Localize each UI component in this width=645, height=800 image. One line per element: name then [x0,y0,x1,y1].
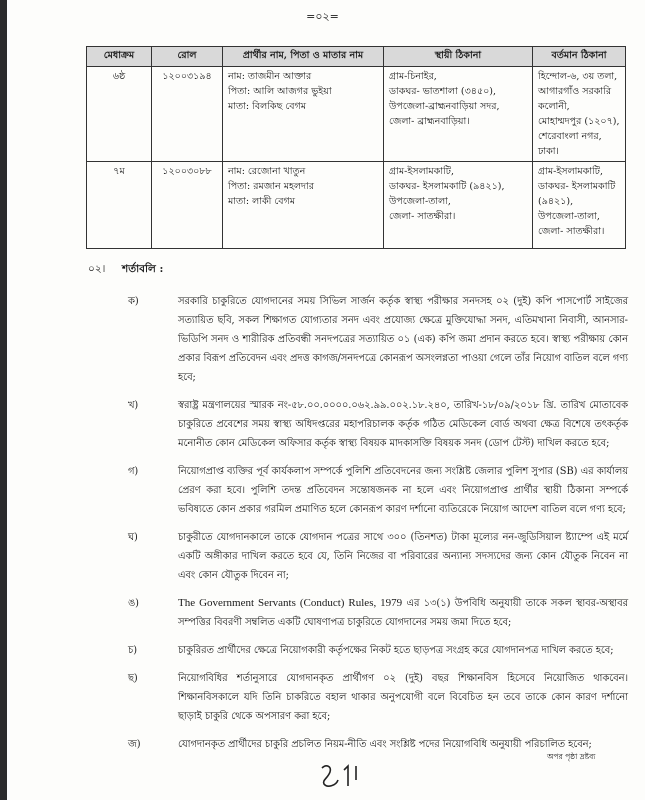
list-item [128,669,628,726]
address-line: গ্রাম-ইসলামকাটি, [538,166,603,177]
table-row [87,162,626,249]
continue-overleaf-note: অপর পৃষ্ঠা দ্রষ্টব্য [547,752,596,761]
present-address-cell [533,67,626,162]
candidate-name-cell [223,67,384,162]
condition-label: ঙ) [128,598,140,609]
header-roll: রোল [152,47,223,67]
section-number: ০২। [88,263,106,275]
address-line: ডাকঘর- ভাতশালা (৩৪৫০), [389,86,497,97]
address-line: আগারগাঁও সরকারি কলোনী, [538,86,612,112]
conduct-rules-title: The Government Servants (Conduct) Rules, 1979 [178,597,403,609]
roll-cell: ১২০০৩১৯৪ [152,67,223,162]
address-line: উপজেলা-তালা, [538,211,600,222]
condition-label: গ) [128,466,139,477]
condition-text: নিয়োগপ্রাপ্ত ব্যক্তির পূর্ব কার্যকলাপ সম্পর্কে পুলিশি প্রতিবেদনের জন্য সংশ্লিষ্ট জেলার পুলিশ সুপার (SB) এর কার্যালয় প্রেরণ করা হবে। পুলিশি তদন্ত প্রতিবেদন সন্তোষজনক না হলে এবং নিয়োগপ্রাপ্ত প্রার্থীর স্থায়ী ঠিকানা সম্পর্কে ভবিষ্যতে কোন প্রকার গরমিল প্রমাণিত হলে কোনরূপ কারণ দর্শানো ব্যতিরেকে নিয়োগ আদেশ বাতিল বলে গণ্য হবে; [178,466,628,515]
permanent-address-cell [384,67,533,162]
address-line: গ্রাম-ইসলামকাটি, [389,166,454,177]
mother-name: মাতা: বিলকিছ বেগম [228,101,307,112]
table-header-row [87,47,626,67]
merit-rank-cell: ৬ষ্ঠ [87,67,152,162]
condition-text: চাকুরিরত প্রার্থীদের ক্ষেত্রে নিয়োগকারী কর্তৃপক্ষের নিকট হতে ছাড়পত্র সংগ্রহ করে যোগদানপত্র দাখিল করতে হবে; [178,645,614,656]
candidate-table [86,46,626,249]
condition-text: স্বরাষ্ট্র মন্ত্রণালয়ের স্মারক নং-৫৮.০০.০০০০.০৬২.৯৯.০০২.১৮.২৪০, তারিখ-১৮/০৯/২০১৮ খ্রি. তারিখ মোতাবেক চাকুরিতে প্রবেশের সময় স্বাস্থ্য অধিদপ্তরের মহাপরিচালক কর্তৃক গঠিত মেডিকেল বোর্ড অথবা ক্ষেত্র বিশেষে তৎকর্তৃক মনোনীত কোন মেডিকেল অফিসার কর্তৃক স্বাস্থ্য বিষয়ক মাদকাসক্তি বিষয়ক সনদ (ডোপ টেস্ট) দাখিল করতে হবে; [178,400,628,449]
address-line: ডাকঘর- ইসলামকাটি (৯৪২১), [538,181,616,207]
list-item [128,594,628,632]
candidate-name: নাম: তাজমীন আক্তার [228,71,312,82]
address-line: ডাকঘর- ইসলামকাটি (৯৪২১), [389,181,505,192]
condition-label: খ) [128,400,139,411]
address-line: গ্রাম-চিনাইর, [389,71,437,82]
condition-label: ক) [128,296,139,307]
list-item [128,462,628,519]
list-item [128,292,628,387]
list-item [128,528,628,585]
header-permanent-address: স্থায়ী ঠিকানা [384,47,533,67]
condition-label: জ) [128,739,141,750]
father-name: পিতা: আলি আজগর ভুইয়া [228,86,332,97]
present-address-cell [533,162,626,249]
header-merit-rank: মেধাক্রম [87,47,152,67]
page-number: =০২= [306,10,339,23]
conditions-list [128,292,628,763]
address-line: শেরেবাংলা নগর, ঢাকা। [538,131,602,157]
condition-text: যোগদানকৃত প্রার্থীদের চাকুরি প্রচলিত নিয়ম-নীতি এবং সংশ্লিষ্ট পদের নিয়োগবিধি অনুযায়ী পরিচালিত হবেন; [178,739,592,750]
condition-text: চাকুরীতে যোগদানকালে তাকে যোগদান পত্রের সাথে ৩০০ (তিনশত) টাকা মূল্যের নন-জুডিসিয়াল ষ্ট্যাম্পে এই মর্মে একটি অঙ্গীকার দাখিল করতে হবে যে, তিনি নিজের বা পরিবারের অন্যান্য সদস্যদের জন্য কোন যৌতুক নিবেন না এবং কোন যৌতুক দিবেন না; [178,532,628,581]
condition-text: সরকারি চাকুরিতে যোগদানের সময় সিভিল সার্জন কর্তৃক স্বাস্থ্য পরীক্ষার সনদসহ ০২ (দুই) কপি পাসপোর্ট সাইজের সত্যায়িত ছবি, সকল শিক্ষাগত যোগ্যতার সনদ এবং প্রযোজ্য ক্ষেত্রে মুক্তিযোদ্ধা সনদ, এতিমখানা নিবাসী, আনসার-ভিডিপি সনদ ও শারীরিক প্রতিবন্ধী সনদপত্রের সত্যায়িত ০১ (এক) কপি জমা প্রদান করতে হবে। স্বাস্থ্য পরীক্ষায় কোন প্রকার বিরূপ প্রতিবেদন এবং প্রদত্ত কাগজ/সনদপত্রে কোনরূপ অসংলগ্নতা পাওয়া গেলে তাঁর নিয়োগ বাতিল বলে গণ্য হবে; [178,296,628,383]
address-line: উপজেলা-ব্রাহ্মনবাড়িয়া সদর, [389,101,500,112]
condition-text: নিয়োগবিধির শর্তানুসারে যোগদানকৃত প্রার্থীগণ ০২ (দুই) বছর শিক্ষানবিস হিসেবে নিয়োজিত থাকবেন। শিক্ষানবিসকালে যদি তিনি চাকরিতে বহাল থাকার অনুপযোগী বলে বিবেচিত হন তবে তাকে কোন কারণ দর্শানো ছাড়াই চাকুরি থেকে অপসারণ করা হবে; [178,673,628,722]
roll-cell: ১২০০৩০৮৮ [152,162,223,249]
condition-text-rest: এর ১৩(১) উপবিধি অনুযায়ী তাকে সকল স্থাবর-অস্থাবর সম্পত্তির বিবরণী সম্বলিত একটি ঘোষণাপত্র চাকুরিতে যোগদানের সময় জমা দিতে হবে; [178,598,628,628]
list-item [128,641,628,660]
address-line: উপজেলা-তালা, [389,196,451,207]
section-title: শর্তাবলি : [122,263,164,275]
list-item [128,396,628,453]
address-line: মোহাম্মদপুর (১২০৭), [538,116,620,127]
address-line: জেলা- সাতক্ষীরা। [538,226,605,237]
father-name: পিতা: রমজান মহলদার [228,181,315,192]
address-line: জেলা- ব্রাহ্মনবাড়িয়া। [389,116,470,127]
candidate-name-cell [223,162,384,249]
header-candidate-name: প্রার্থীর নাম, পিতা ও মাতার নাম [223,47,384,67]
candidate-name: নাম: রেজোনা খাতুন [228,166,306,177]
condition-label: চ) [128,645,138,656]
merit-rank-cell: ৭ম [87,162,152,249]
condition-text [178,594,628,632]
table-row [87,67,626,162]
permanent-address-cell [384,162,533,249]
address-line: হিন্দোল-৬, ৩য় তলা, [538,71,618,82]
condition-label: ছ) [128,673,138,684]
mother-name: মাতা: লাকী বেগম [228,196,295,207]
condition-label: ঘ) [128,532,138,543]
scan-edge [0,0,7,800]
address-line: জেলা- সাতক্ষীরা। [389,211,456,222]
header-present-address: বর্তমান ঠিকানা [533,47,626,67]
handwritten-initials-signature [318,762,364,790]
